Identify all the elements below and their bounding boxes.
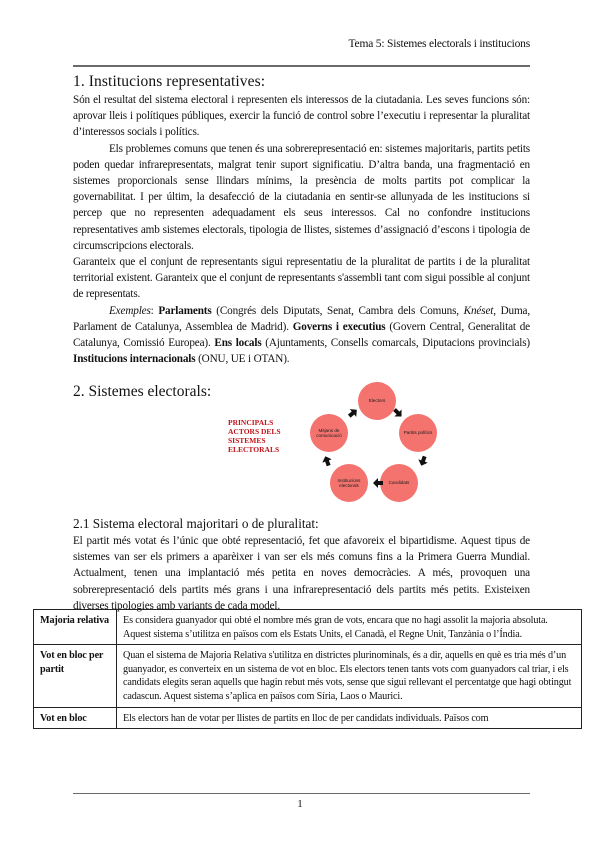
example-term-parlaments: Parlaments [158, 304, 212, 317]
section-1-examples: Exemples: Parlaments (Congrés dels Diputats, Senat, Cambra dels Comuns, Knéset, Duma, Parlament de Catalunya, Assemblea de Madrid). Governs i executius (Govern Central, Generalitat de Catalunya, Comissió Europea). Ens locals (Ajuntaments, Consells comarcals, Diputacions provincials) Institucions internacionals (ONU, UE i OTAN). [73, 304, 530, 366]
running-header: Tema 5: Sistemes electorals i institucions [348, 38, 530, 50]
section-1-title: 1. Institucions representatives: [73, 73, 266, 90]
table-description: Quan el sistema de Majoria Relativa s'utilitza en districtes plurinominals, és a dir, aquells en què es tria més d’un guanyador, es converteix en un sistema de vot en bloc. Els electors tenen tants vots com guanyadors cal triar, i els candidats elegits seran aquells que hagin rebut més vots, sense que sigui rellevant el percentatge que hagi obtingut cadascun. Aquest sistema s’aplica en països com Síria, Laos o Maurici. [117, 645, 582, 707]
section-2-title: 2. Sistemes electorals: [73, 383, 212, 400]
page-number: 1 [297, 798, 303, 810]
section-2-1-title: 2.1 Sistema electoral majoritari o de pluralitat: [73, 516, 319, 531]
actors-cycle-diagram [300, 378, 440, 508]
diagram-node-institucions: Institucions electorals [330, 464, 368, 502]
diagram-node-candidats: Candidats [380, 464, 418, 502]
table-term: Vot en bloc per partit [34, 645, 117, 707]
diagram-caption: PRINCIPALS ACTORS DELS SISTEMES ELECTORALS [228, 418, 281, 454]
section-1 [73, 72, 530, 367]
table-row [34, 645, 582, 707]
table-description: Els electors han de votar per llistes de partits en lloc de per candidats individuals. Països com [117, 707, 582, 729]
example-term-ens-locals: Ens locals [214, 337, 262, 350]
example-term-governs: Governs i executius [292, 320, 386, 333]
example-term-internacionals: Institucions internacionals [73, 353, 196, 366]
diagram-node-electors: Electors [358, 382, 396, 420]
header-divider [73, 65, 530, 67]
footer-divider [73, 793, 530, 794]
section-2-1-paragraph: El partit més votat és l’únic que obté representació, fet que afavoreix el bipartidisme. Aquest tipus de sistemes van ser els primers a aparèixer i van ser els més comuns fins a la Primera Guerra Mundial. Actualment, tenen una implantació més petita en noves democràcies. A més, provoquen una sobrerepresentació dels partits més grans i una infrarepresentació dels partits més petits. Existeixen diverses tipologies amb variants de cada model. [73, 535, 530, 612]
section-2-1 [73, 515, 530, 614]
table-term: Vot en bloc [34, 707, 117, 729]
table-description: Es considera guanyador qui obté el nombre més gran de vots, encara que no hagi assolit la majoria absoluta. Aquest sistema s’utilitza en països com els Estats Units, el Canadà, el Regne Unit, Tanzània o l’Índia. [117, 610, 582, 645]
examples-label: Exemples [109, 304, 151, 317]
electoral-systems-table [33, 609, 582, 729]
table-row [34, 707, 582, 729]
section-1-paragraph-1: Són el resultat del sistema electoral i representen els interessos de la ciutadania. Les seves funcions són: aprovar lleis i polítiques públiques, exercir la funció de control sobre l’executiu i representar la pluralitat d’interessos socials i polítics. [73, 94, 530, 139]
table-row [34, 610, 582, 645]
section-1-paragraph-2: Els problemes comuns que tenen és una sobrerepresentació en: sistemes majoritaris, partits petits poden quedar infrarepresentats, malgrat tenir suport significatiu. D’altra banda, una fragmentació en sistemes proporcionals sense llindars mínims, la presència de molts partits pot complicar la governabilitat. I per últim, la desafecció de la ciutadania en sentir-se allunyada de les institucions si percep que no representen adequadament els seus interessos. Cal no confondre institucions representatives amb sistemes electorals, tipologia de llistes, sistemes d’assignació d’escons i tipologia de circumscripcions electorals. [73, 142, 530, 252]
diagram-node-mitjans: Mitjans de comunicació [310, 414, 348, 452]
table-term: Majoria relativa [34, 610, 117, 645]
diagram-node-partits: Partits polítics [399, 414, 437, 452]
section-1-paragraph-3: Garanteix que el conjunt de representants sigui representatiu de la pluralitat de partits i de la pluralitat territorial existent. Garanteix que el conjunt de representants s'assembli tant com sigui possible al conjunt de representats. [73, 256, 530, 301]
